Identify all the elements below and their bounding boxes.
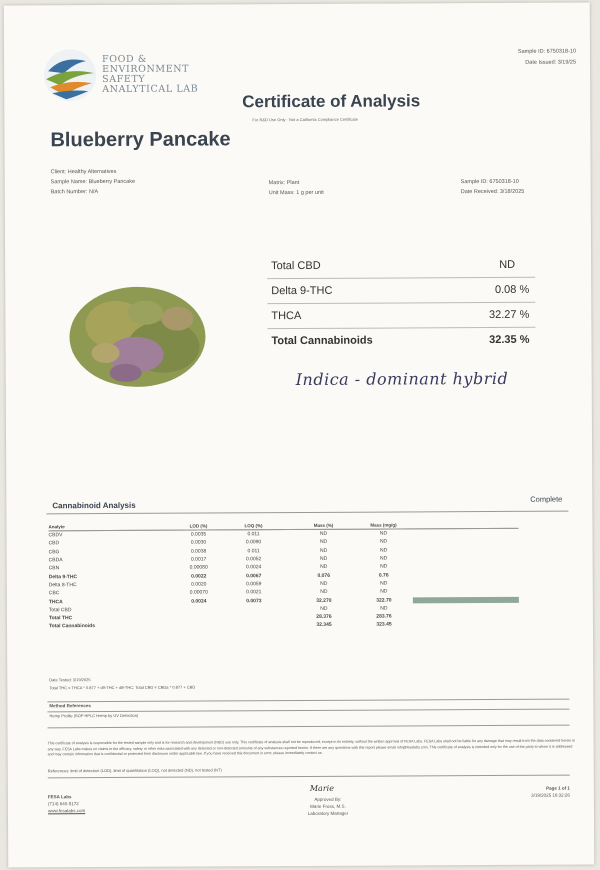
table-row — [49, 620, 519, 631]
signature: Marie — [309, 783, 334, 793]
column-header: Mass (%) — [288, 522, 358, 530]
table-cell: ND — [380, 605, 388, 612]
summary-value: 0.08 % — [494, 283, 530, 296]
table-cell: Delta 9-THC — [48, 573, 78, 580]
summary-value: 32.27 % — [488, 308, 530, 322]
table-cell: CBN — [48, 565, 60, 572]
column-header: LOQ (%) — [218, 522, 288, 530]
references: References: limit of detection (LOD), limit of quantitation (LOQ), not detected (ND), not tested (NT) — [47, 767, 222, 774]
divider — [47, 709, 569, 713]
table-cell: 0.011 — [247, 547, 260, 555]
column-header: LOD (%) — [178, 522, 218, 530]
sample-id: Sample ID: 6750318-10 — [460, 178, 519, 186]
lab-name-line: ENVIRONMENT — [102, 63, 190, 76]
divider — [46, 511, 568, 515]
table-cell: 0.0090 — [245, 539, 262, 546]
table-cell: ND — [380, 555, 388, 562]
table-cell: ND — [380, 588, 388, 595]
divider — [48, 725, 570, 729]
cannabinoid-table — [48, 521, 519, 631]
table-cell: ND — [320, 580, 328, 587]
table-cell: 0.0038 — [190, 548, 207, 555]
header-sample-id: Sample ID: 6750318-10 — [517, 48, 577, 55]
page-number: Page 1 of 1 — [546, 785, 570, 791]
table-cell: ND — [380, 580, 388, 587]
table-cell — [179, 605, 219, 614]
client-info — [51, 167, 136, 197]
summary-label: Total Cannabinoids — [271, 334, 373, 348]
table-cell: 0.00080 — [189, 564, 208, 571]
method-text: Hemp Profile (SOP HPLC Hemp by UV Detection) — [49, 712, 139, 719]
table-cell: Total CBD — [48, 607, 72, 614]
table-cell: CBDV — [48, 532, 63, 539]
table-cell: 0.76 — [378, 572, 389, 579]
summary-label: Delta 9-THC — [271, 284, 333, 298]
table-cell: CBD — [48, 540, 60, 547]
sample-photo — [65, 274, 216, 395]
table-cell: CBG — [48, 548, 60, 556]
summary-value: 32.35 % — [489, 333, 530, 347]
table-cell: 0.0017 — [190, 556, 207, 563]
table-cell: ND — [380, 563, 388, 570]
thca-bar — [413, 596, 519, 603]
method-heading: Method References — [49, 703, 91, 709]
table-cell — [179, 613, 219, 622]
table-cell: 0.0030 — [190, 539, 207, 547]
table-cell: 0.0020 — [191, 581, 207, 588]
header-meta — [518, 47, 576, 69]
table-cell: Total THC — [48, 615, 73, 622]
approver-title: Laboratory Manager — [307, 810, 349, 816]
footer-lab-info — [48, 793, 85, 814]
table-cell: ND — [379, 547, 388, 554]
total-formula: Total THC = THCA * 0.877 + d9-THC + d8-THC; Total CBD = CBDa * 0.877 + CBD — [49, 684, 196, 691]
footer-website-link[interactable]: www.fesalabs.com — [47, 808, 86, 814]
page-title: Certificate of Analysis — [242, 91, 421, 112]
batch-number: Batch Number: N/A — [50, 189, 99, 196]
table-cell: 0.00070 — [189, 589, 208, 596]
lab-logo — [42, 47, 98, 103]
divider — [47, 699, 569, 703]
table-cell: 0.0024 — [191, 598, 207, 605]
lab-name-line: FOOD & — [102, 53, 147, 66]
table-cell: 0.0067 — [246, 572, 262, 579]
product-name: Blueberry Pancake — [50, 128, 231, 152]
table-cell: ND — [320, 605, 328, 612]
header-date-issued: Date Issued: 3/19/25 — [525, 59, 577, 66]
table-cell: 0.0052 — [245, 556, 262, 563]
table-cell: ND — [319, 539, 328, 546]
disclaimer: This certificate of analysis is responsible for the tested sample only and is for research and development (R&D) use only. This certificate of analysis shall not be reproduced, except in its entirety, without the written approval of FESA Labs. FESA Labs shall not be liable for any damage that may result from the data contained herein in any way. FESA Labs makes no claims to the efficacy, safety or other risks associated with any detected or non-detected amounts of any substances reported herein. If there are any questions with this report please email info@fesalabs.com. This certificate of analysis is intended only for the use of the party to whom it is addressed and may contain information that is confidential or protected from disclosure under applicable law. If you have received this document in error, please immediately contact us. — [47, 738, 575, 757]
footer-phone[interactable]: (714) 640-5172 — [47, 801, 79, 807]
table-cell: ND — [320, 564, 328, 571]
certificate-page — [4, 2, 595, 867]
table-cell: 32.345 — [316, 622, 332, 629]
report-timestamp: 3/19/2025 16:32:26 — [531, 792, 570, 798]
table-cell: 0.0022 — [191, 573, 207, 580]
table-cell: 0.076 — [317, 572, 331, 579]
table-cell: 0.0024 — [246, 564, 262, 571]
sample-info — [461, 177, 525, 197]
divider — [48, 775, 570, 779]
table-cell — [219, 621, 289, 630]
page-info — [531, 785, 570, 799]
table-cell: ND — [379, 538, 388, 546]
table-cell: ND — [319, 530, 328, 538]
table-cell: 323.45 — [376, 621, 392, 629]
summary-row-total-cbd — [267, 253, 535, 279]
summary-row-total-cannabinoids — [267, 328, 535, 353]
lab-name-line: SAFETY — [102, 73, 146, 86]
table-cell: ND — [320, 555, 328, 562]
table-cell: 0.0021 — [246, 589, 262, 596]
client-name: Client: Healthy Alternatives — [50, 168, 117, 176]
table-cell: ND — [319, 547, 328, 554]
table-cell: 0.0073 — [246, 597, 262, 604]
potency-summary — [267, 253, 536, 353]
table-cell: ND — [379, 530, 388, 537]
summary-label: THCA — [271, 309, 302, 323]
table-cell: 322.70 — [376, 597, 392, 604]
table-cell: CBDA — [48, 557, 63, 564]
table-cell: 32.270 — [316, 597, 332, 604]
summary-label: Total CBD — [271, 259, 321, 273]
matrix: Matrix: Plant — [268, 179, 300, 187]
approved-by-label: Approved By: — [314, 796, 342, 802]
table-cell: ND — [320, 589, 328, 596]
table-cell: 0.011 — [247, 531, 260, 538]
page-subtitle: For R&D Use Only · Not a California Compliance Certificate — [252, 116, 358, 123]
matrix-info — [269, 178, 324, 198]
unit-mass: Unit Mass: 1 g per unit — [268, 189, 324, 197]
summary-row-thca — [267, 303, 535, 329]
handwritten-note: Indica - dominant hybrid — [295, 368, 509, 390]
summary-value: ND — [499, 258, 516, 271]
status-badge: Complete — [530, 494, 563, 504]
lab-name-line: ANALYTICAL LAB — [102, 83, 199, 96]
column-header: Analyte — [48, 523, 178, 531]
summary-row-delta9-thc — [267, 278, 535, 304]
table-cell: 0.0035 — [190, 531, 207, 538]
column-header: Mass (mg/g) — [358, 521, 408, 529]
table-cell: THCA — [48, 598, 63, 605]
table-cell: CBC — [48, 590, 60, 597]
date-received: Date Received: 3/18/2025 — [460, 188, 525, 196]
sample-name: Sample Name: Blueberry Pancake — [50, 178, 136, 186]
table-cell: 0.0059 — [246, 581, 262, 588]
footer-company: FESA Labs — [47, 794, 72, 800]
table-cell: Total Cannabinoids — [48, 623, 96, 630]
table-cell — [179, 622, 219, 631]
approver-block — [298, 796, 358, 817]
approver-name: Marie Fross, M.S. — [310, 803, 346, 809]
date-tested: Date Tested: 3/19/2025 — [49, 677, 91, 683]
lab-name — [102, 54, 212, 95]
table-cell: 28.376 — [316, 613, 332, 621]
section-title: Cannabinoid Analysis — [52, 500, 136, 511]
table-cell: 283.76 — [376, 613, 392, 620]
table-cell-bar — [409, 620, 519, 629]
table-cell: Delta 8-THC — [48, 582, 77, 589]
